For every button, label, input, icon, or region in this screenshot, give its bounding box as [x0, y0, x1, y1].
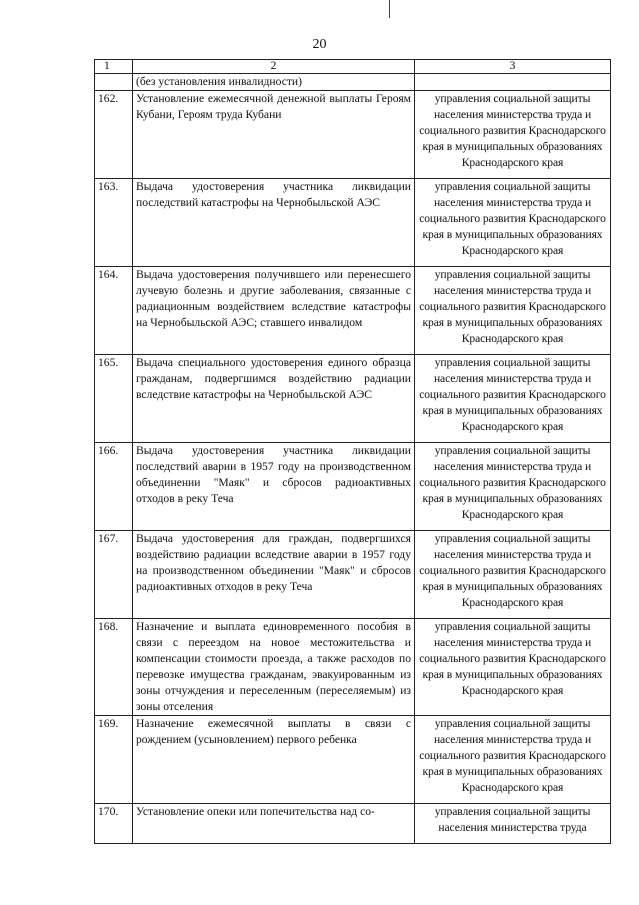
column-header-2: 2	[133, 60, 415, 74]
continuation-num-cell	[95, 74, 133, 91]
services-table	[94, 59, 611, 844]
row-number: 170.	[95, 804, 133, 844]
responsible-department: управления социальной защиты населения министерства труда и социального развития Краснодарского края в муниципальных образованиях Краснодарского края	[415, 355, 611, 443]
row-number: 166.	[95, 443, 133, 531]
row-number: 168.	[95, 619, 133, 716]
column-header-3: 3	[415, 60, 611, 74]
row-number: 164.	[95, 267, 133, 355]
service-description: Выдача удостоверения для граждан, подвергшихся воздействию радиации вследствие аварии в 1957 году на производственном объединении "Маяк" и сбросов радиоактивных отходов в реку Теча	[133, 531, 415, 619]
service-description: Выдача удостоверения получившего или перенесшего лучевую болезнь и другие заболевания, связанные с радиационным воздействием вследствие катастрофы на Чернобыльской АЭС; ставшего инвалидом	[133, 267, 415, 355]
table-row	[95, 804, 611, 844]
service-description: Выдача специального удостоверения единого образца гражданам, подвергшимся воздействию радиации вследствие катастрофы на Чернобыльской АЭС	[133, 355, 415, 443]
table-row	[95, 716, 611, 804]
row-number: 162.	[95, 91, 133, 179]
header-row	[95, 60, 611, 74]
service-description: Установление ежемесячной денежной выплаты Героям Кубани, Героям труда Кубани	[133, 91, 415, 179]
table-row	[95, 443, 611, 531]
continuation-text: (без установления инвалидности)	[133, 74, 415, 91]
continuation-dept-cell	[415, 74, 611, 91]
row-number: 169.	[95, 716, 133, 804]
row-number: 163.	[95, 179, 133, 267]
responsible-department: управления социальной защиты населения министерства труда и социального развития Краснодарского края в муниципальных образованиях Краснодарского края	[415, 716, 611, 804]
table-row	[95, 179, 611, 267]
service-description: Выдача удостоверения участника ликвидации последствий катастрофы на Чернобыльской АЭС	[133, 179, 415, 267]
column-header-1: 1	[95, 60, 133, 74]
table-row	[95, 531, 611, 619]
service-description: Назначение и выплата единовременного пособия в связи с переездом на новое местожительства и компенсации стоимости проезда, а также расходов по перевозке имущества гражданам, эвакуированным из зоны отчуждения и переселенным (переселяемым) из зоны отселения	[133, 619, 415, 716]
responsible-department: управления социальной защиты населения министерства труда	[415, 804, 611, 844]
responsible-department: управления социальной защиты населения министерства труда и социального развития Краснодарского края в муниципальных образованиях Краснодарского края	[415, 443, 611, 531]
scan-mark	[389, 0, 390, 18]
row-number: 165.	[95, 355, 133, 443]
page-number: 20	[312, 37, 327, 52]
responsible-department: управления социальной защиты населения министерства труда и социального развития Краснодарского края в муниципальных образованиях Краснодарского края	[415, 91, 611, 179]
responsible-department: управления социальной защиты населения министерства труда и социального развития Краснодарского края в муниципальных образованиях Краснодарского края	[415, 179, 611, 267]
table-row	[95, 355, 611, 443]
responsible-department: управления социальной защиты населения министерства труда и социального развития Краснодарского края в муниципальных образованиях Краснодарского края	[415, 531, 611, 619]
table-row	[95, 619, 611, 716]
continuation-row	[95, 74, 611, 91]
service-description: Установление опеки или попечительства над со-	[133, 804, 415, 844]
responsible-department: управления социальной защиты населения министерства труда и социального развития Краснодарского края в муниципальных образованиях Краснодарского края	[415, 267, 611, 355]
service-description: Выдача удостоверения участника ликвидации последствий аварии в 1957 году на производственном объединении "Маяк" и сбросов радиоактивных отходов в реку Теча	[133, 443, 415, 531]
table-row	[95, 267, 611, 355]
row-number: 167.	[95, 531, 133, 619]
table-row	[95, 91, 611, 179]
service-description: Назначение ежемесячной выплаты в связи с рождением (усыновлением) первого ребенка	[133, 716, 415, 804]
responsible-department: управления социальной защиты населения министерства труда и социального развития Краснодарского края в муниципальных образованиях Краснодарского края	[415, 619, 611, 716]
